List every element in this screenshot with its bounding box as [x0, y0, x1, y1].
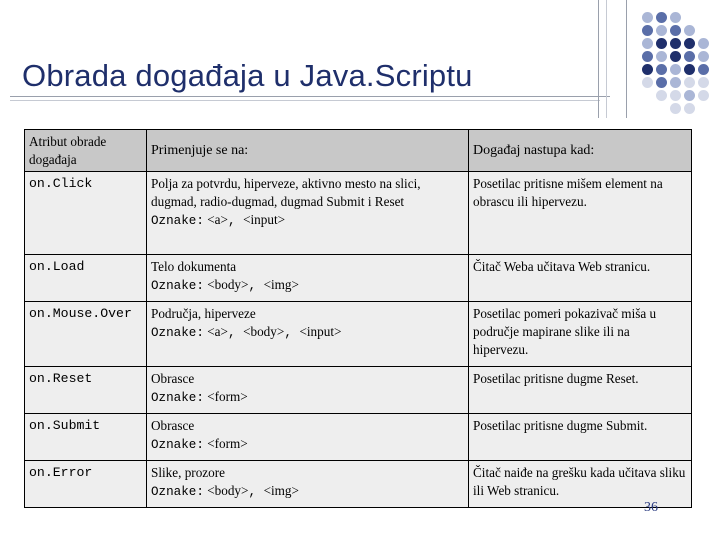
decor-dot	[656, 38, 667, 49]
applies-to-cell	[147, 172, 469, 255]
tags-label: Oznake:	[151, 391, 204, 405]
applies-to-cell	[147, 255, 469, 302]
decor-dot	[656, 77, 667, 88]
tags-label: Oznake:	[151, 279, 204, 293]
decor-dot	[684, 51, 695, 62]
event-attribute-cell: on.Reset	[25, 367, 147, 414]
applies-to-cell	[147, 414, 469, 461]
tag-separator: ,	[248, 485, 264, 499]
decor-dot	[670, 51, 681, 62]
tag-list	[151, 211, 464, 230]
event-trigger-cell: Čitač naiđe na grešku kada učitava sliku ili Web stranicu.	[469, 461, 692, 508]
html-tag: <form>	[207, 389, 248, 404]
applies-to-text: Područja, hiperveze	[151, 306, 256, 321]
table-row	[25, 255, 692, 302]
tag-list	[151, 323, 464, 342]
tag-separator: ,	[284, 326, 300, 340]
table-row	[25, 414, 692, 461]
event-trigger-cell: Posetilac pritisne dugme Reset.	[469, 367, 692, 414]
table-row	[25, 302, 692, 367]
slide-number: 36	[644, 500, 658, 515]
decor-dot	[670, 77, 681, 88]
decor-dot	[642, 51, 653, 62]
decor-dot	[698, 77, 709, 88]
tag-list	[151, 482, 464, 501]
applies-to-text: Obrasce	[151, 371, 195, 386]
table-row	[25, 367, 692, 414]
title-underline	[10, 96, 610, 97]
slide-title: Obrada događaja u Java.Scriptu	[22, 58, 473, 93]
applies-to-cell	[147, 302, 469, 367]
decor-dot	[684, 103, 695, 114]
html-tag: <body>	[207, 483, 249, 498]
tag-list	[151, 276, 464, 295]
table-row	[25, 172, 692, 255]
applies-to-text: Telo dokumenta	[151, 259, 237, 274]
event-attribute-cell: on.Mouse.Over	[25, 302, 147, 367]
applies-to-text: Polja za potvrdu, hiperveze, aktivno mesto na slici, dugmad, radio-dugmad, dugmad Submit i Reset	[151, 176, 421, 209]
decor-dot	[670, 25, 681, 36]
tags-label: Oznake:	[151, 438, 204, 452]
event-trigger-cell: Čitač Weba učitava Web stranicu.	[469, 255, 692, 302]
decor-dot	[698, 51, 709, 62]
applies-to-text: Slike, prozore	[151, 465, 225, 480]
tag-separator: ,	[227, 214, 244, 228]
html-tag: <input>	[243, 212, 286, 227]
tag-list	[151, 388, 464, 407]
decor-dot	[670, 12, 681, 23]
table-row	[25, 461, 692, 508]
applies-to-cell	[147, 367, 469, 414]
decor-vertical-line	[626, 0, 627, 118]
decor-dot	[642, 38, 653, 49]
event-trigger-cell: Posetilac pomeri pokazivač miša u područje mapirane slike ili na hipervezu.	[469, 302, 692, 367]
event-attribute-cell: on.Error	[25, 461, 147, 508]
tags-label: Oznake:	[151, 326, 204, 340]
decor-dot	[642, 64, 653, 75]
decor-vertical-line	[598, 0, 599, 118]
decor-dot	[670, 103, 681, 114]
html-tag: <a>	[207, 212, 228, 227]
decor-vertical-line	[606, 0, 607, 118]
decor-dot	[684, 64, 695, 75]
applies-to-text: Obrasce	[151, 418, 195, 433]
decor-dot	[698, 38, 709, 49]
html-tag: <form>	[207, 436, 248, 451]
decor-dot	[684, 38, 695, 49]
decor-dot	[642, 77, 653, 88]
applies-to-cell	[147, 461, 469, 508]
tags-label: Oznake:	[151, 485, 204, 499]
decor-dot	[656, 64, 667, 75]
decor-dot	[684, 25, 695, 36]
decor-dot-grid	[642, 12, 718, 118]
decor-dot	[684, 90, 695, 101]
header-when: Događaj nastupa kad:	[469, 130, 692, 172]
tag-separator: ,	[248, 279, 264, 293]
event-attribute-cell: on.Click	[25, 172, 147, 255]
decor-dot	[656, 12, 667, 23]
html-tag: <body>	[243, 324, 285, 339]
html-tag: <a>	[207, 324, 228, 339]
table-header-row	[25, 130, 692, 172]
decor-dot	[698, 90, 709, 101]
html-tag: <img>	[263, 277, 299, 292]
decor-dot	[656, 25, 667, 36]
event-trigger-cell: Posetilac pritisne dugme Submit.	[469, 414, 692, 461]
event-attribute-cell: on.Load	[25, 255, 147, 302]
html-tag: <input>	[299, 324, 342, 339]
decor-dot	[656, 90, 667, 101]
decor-dot	[670, 90, 681, 101]
event-attributes-table	[24, 129, 692, 508]
header-attribute: Atribut obrade događaja	[25, 130, 147, 172]
table-body	[25, 172, 692, 508]
decor-dot	[642, 12, 653, 23]
tag-separator: ,	[227, 326, 244, 340]
header-applies: Primenjuje se na:	[147, 130, 469, 172]
html-tag: <body>	[207, 277, 249, 292]
title-underline-secondary	[10, 100, 600, 101]
decor-dot	[656, 51, 667, 62]
event-trigger-cell: Posetilac pritisne mišem element na obrascu ili hipervezu.	[469, 172, 692, 255]
html-tag: <img>	[263, 483, 299, 498]
decor-dot	[698, 64, 709, 75]
decor-dot	[670, 64, 681, 75]
tag-list	[151, 435, 464, 454]
event-attribute-cell: on.Submit	[25, 414, 147, 461]
tags-label: Oznake:	[151, 214, 204, 228]
decor-dot	[684, 77, 695, 88]
decor-dot	[642, 25, 653, 36]
decor-dot	[670, 38, 681, 49]
